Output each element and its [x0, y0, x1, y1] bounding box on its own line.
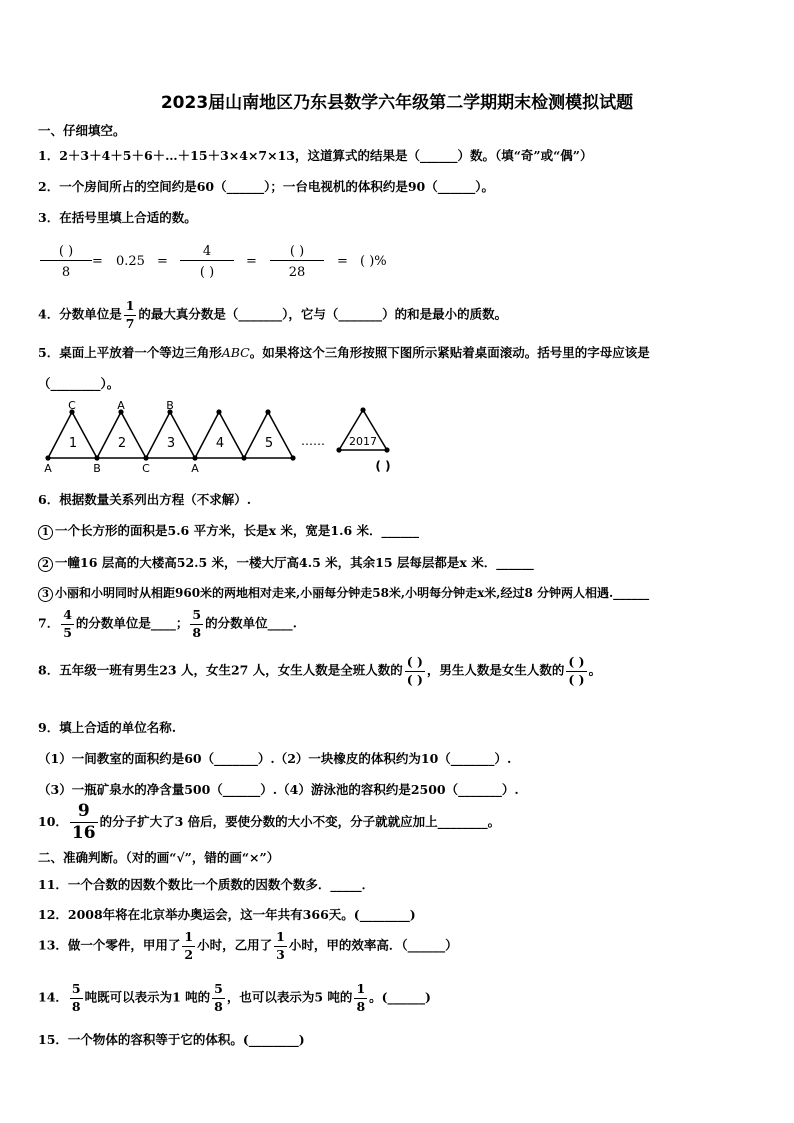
percent-blank: ( )% [360, 254, 387, 269]
fraction-2-numerator: 4 [180, 244, 234, 261]
circled-number: 1 [38, 525, 53, 540]
circled-number: 3 [38, 587, 53, 602]
question-15: 15．一个物体的容积等于它的体积。(________) [38, 1032, 305, 1047]
fraction-blank: $\frac{( )}{( )}$ [568, 654, 585, 687]
question-6-1: 1 一个长方形的面积是5.6 平方米，长是x 米，宽是1.6 米．______ [38, 521, 419, 540]
question-6-2: 2 一幢16 层高的大楼高52.5 米，一楼大厅高4.5 米，其余15 层每层都是x 米．______ [38, 553, 534, 572]
section-heading-fill: 一、仔细填空。 [38, 123, 126, 138]
rolling-triangle-figure [36, 400, 416, 478]
question-1: 1．2＋3＋4＋5＋6＋…＋15＋3×4×7×13，这道算式的结果是（______）数。（填“奇”或“偶”） [38, 148, 593, 163]
triangle-number: 2 [117, 436, 127, 451]
equals-sign: = [157, 254, 168, 269]
question-4: 4．分数单位是 $\frac{1}{7}$ 的最大真分数是（_______），它与（_______）的和是最小的质数。 [38, 298, 508, 331]
fraction-3-numerator: ( ) [270, 244, 324, 261]
answer-blank: ( ) [375, 459, 391, 473]
question-13: 13．做一个零件，甲用了 $\frac{1}{2}$ 小时，乙用了 $\frac{1}{3}$ 小时，甲的效率高．（______） [38, 929, 458, 962]
fraction-2-denominator: ( ) [199, 265, 215, 280]
fraction-blank: $\frac{( )}{( )}$ [406, 654, 423, 687]
decimal-value: 0.25 [116, 254, 145, 269]
fraction: $\frac{4}{5}$ [63, 607, 72, 640]
fraction: $\frac{1}{3}$ [276, 929, 285, 962]
fraction: $\frac{9}{16}$ [71, 801, 96, 843]
question-5: 5．桌面上平放着一个等边三角形ABC。如果将这个三角形按照下图所示紧贴着桌面滚动。括号里的字母应该是 [38, 345, 650, 360]
equals-sign: = [92, 254, 103, 269]
page-title: 2023届山南地区乃东县数学六年级第二学期期末检测模拟试题 [160, 93, 634, 113]
question-10: 10． $\frac{9}{16}$ 的分子扩大了3 倍后，要使分数的大小不变，分子就就应加上________。 [38, 801, 501, 843]
question-14: 14． $\frac{5}{8}$ 吨既可以表示为1 吨的 $\frac{5}{8}$ ，也可以表示为5 吨的 $\frac{1}{8}$ 。(______) [38, 981, 431, 1014]
fraction: $\frac{5}{8}$ [71, 981, 81, 1014]
fraction: $\frac{1}{2}$ [184, 929, 194, 962]
vertex-label: A [44, 462, 52, 475]
question-2: 2．一个房间所占的空间约是60（______）；一台电视机的体积约是90（______）。 [38, 179, 494, 194]
vertex-label: B [93, 462, 101, 475]
question-6: 6．根据数量关系列出方程（不求解）. [38, 492, 252, 507]
equals-sign: = [246, 254, 257, 269]
fraction-1-denominator: 8 [61, 265, 71, 280]
vertex-label: A [191, 462, 199, 475]
fraction-1-numerator: ( ) [40, 244, 92, 261]
triangle-number: 5 [264, 436, 274, 451]
question-8: 8．五年级一班有男生23 人，女生27 人，女生人数是全班人数的 $\frac{( )}{( )}$ ，男生人数是女生人数的 $\frac{( )}{( )}$ 。 [38, 654, 602, 687]
circled-number: 2 [38, 557, 53, 572]
triangle-number: 3 [166, 436, 176, 451]
vertex-label: A [117, 400, 125, 412]
vertex-label: C [68, 400, 76, 412]
question-9-part-1: （1）一间教室的面积约是60（_______）.（2）一块橡皮的体积约为10（_______）. [38, 751, 512, 766]
vertex-label: B [166, 400, 174, 412]
triangle-number: 1 [68, 436, 78, 451]
triangle-number: 4 [215, 436, 225, 451]
question-5-answer-line: （________）。 [38, 376, 120, 391]
question-7: 7． $\frac{4}{5}$ 的分数单位是____； $\frac{5}{8}$ 的分数单位____. [38, 607, 297, 640]
ellipsis: …… [301, 434, 325, 448]
question-11: 11．一个合数的因数个数比一个质数的因数个数多．_____． [38, 877, 375, 892]
fraction: $\frac{5}{8}$ [214, 981, 223, 1014]
equals-sign: = [337, 254, 348, 269]
fraction: $\frac{1}{7}$ [125, 298, 135, 331]
question-9-part-2: （3）一瓶矿泉水的净含量500（______）.（4）游泳池的容积约是2500（_______）. [38, 782, 519, 797]
question-12: 12．2008年将在北京举办奥运会，这一年共有366天。(________) [38, 907, 416, 922]
fraction-3-denominator: 28 [288, 265, 306, 280]
vertex-label: C [142, 462, 150, 475]
fraction: $\frac{1}{8}$ [356, 981, 366, 1014]
question-6-3: 3 小丽和小明同时从相距960米的两地相对走来,小丽每分钟走58米,小明每分钟走x米,经过8 分钟两人相遇.______ [38, 584, 649, 602]
section-heading-judge: 二、准确判断。（对的画“√”，错的画“×”） [38, 850, 280, 865]
fraction: $\frac{5}{8}$ [192, 607, 202, 640]
question-3: 3．在括号里填上合适的数。 [38, 210, 197, 225]
question-9: 9．填上合适的单位名称. [38, 720, 177, 735]
triangle-number-2017: 2017 [349, 435, 377, 448]
